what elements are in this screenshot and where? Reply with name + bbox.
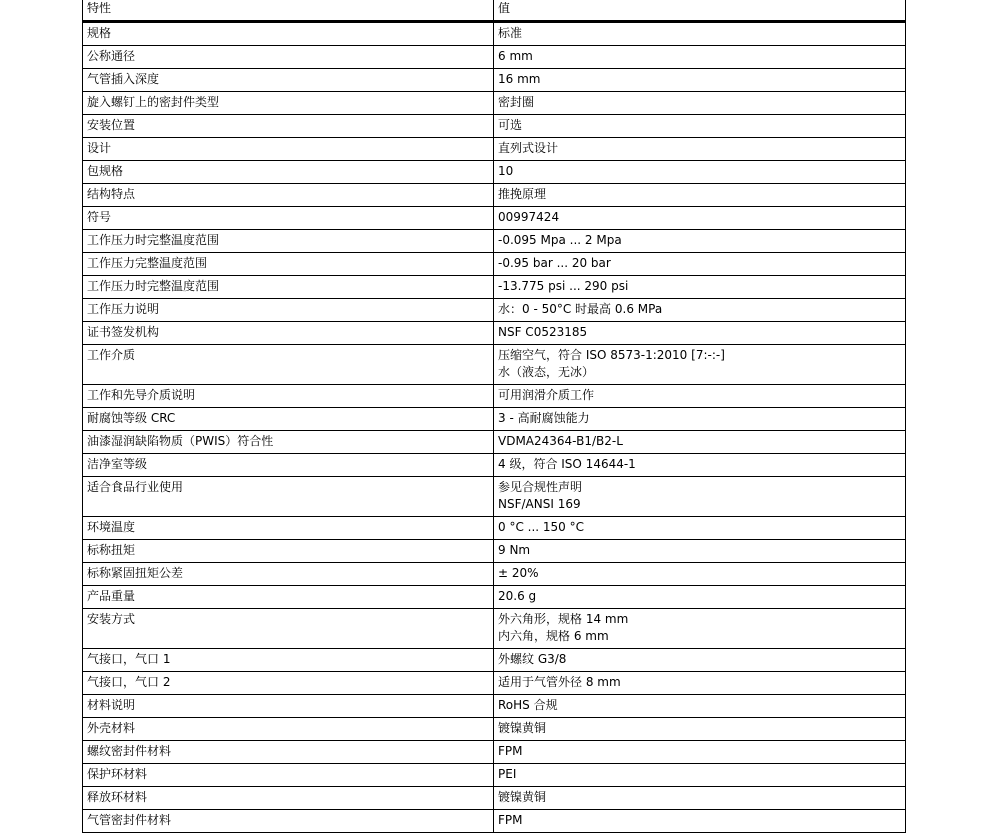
value-cell: [494, 276, 906, 299]
property-cell: 适合食品行业使用: [83, 477, 494, 517]
property-cell: 气接口，气口 2: [83, 672, 494, 695]
value-cell: [494, 299, 906, 322]
property-cell: 油漆湿润缺陷物质（PWIS）符合性: [83, 431, 494, 454]
table-row: [83, 517, 906, 540]
value-line: 参见合规性声明: [498, 480, 583, 494]
value-line: 16 mm: [498, 72, 541, 86]
value-line: 20.6 g: [498, 589, 537, 603]
table-row: [83, 741, 906, 764]
value-cell: [494, 609, 906, 649]
table-row: [83, 563, 906, 586]
value-line: NSF/ANSI 169: [498, 497, 581, 511]
table-row: [83, 385, 906, 408]
value-cell: [494, 161, 906, 184]
table-row: [83, 408, 906, 431]
table-row: [83, 184, 906, 207]
value-line: 水（液态，无冰）: [498, 365, 595, 379]
value-line: 3 - 高耐腐蚀能力: [498, 411, 590, 425]
value-line: 推挽原理: [498, 187, 547, 201]
value-line: FPM: [498, 744, 523, 758]
property-cell: 公称通径: [83, 46, 494, 69]
property-cell: 材料说明: [83, 695, 494, 718]
table-header: [83, 0, 906, 22]
table-row: [83, 718, 906, 741]
value-line: -13.775 psi ... 290 psi: [498, 279, 629, 293]
value-cell: [494, 563, 906, 586]
value-line: 内六角，规格 6 mm: [498, 629, 609, 643]
table-row: [83, 92, 906, 115]
value-cell: [494, 345, 906, 385]
value-line: PEI: [498, 767, 517, 781]
value-line: RoHS 合规: [498, 698, 558, 712]
value-cell: [494, 69, 906, 92]
table-row: [83, 230, 906, 253]
value-cell: [494, 431, 906, 454]
property-cell: 工作压力完整温度范围: [83, 253, 494, 276]
value-line: 10: [498, 164, 514, 178]
property-cell: 标称扭矩: [83, 540, 494, 563]
property-cell: 符号: [83, 207, 494, 230]
header-property: 特性: [83, 0, 494, 22]
table-row: [83, 138, 906, 161]
table-row: [83, 454, 906, 477]
value-cell: [494, 230, 906, 253]
property-cell: 安装位置: [83, 115, 494, 138]
table-row: [83, 477, 906, 517]
property-cell: 产品重量: [83, 586, 494, 609]
table-row: [83, 322, 906, 345]
property-cell: 安装方式: [83, 609, 494, 649]
table-row: [83, 345, 906, 385]
value-line: -0.095 Mpa ... 2 Mpa: [498, 233, 622, 247]
table-row: [83, 609, 906, 649]
header-row: [83, 0, 906, 22]
property-cell: 保护环材料: [83, 764, 494, 787]
value-cell: [494, 517, 906, 540]
value-line: 4 级，符合 ISO 14644-1: [498, 457, 636, 471]
table-row: [83, 787, 906, 810]
value-line: 密封圈: [498, 95, 535, 109]
property-cell: 证书签发机构: [83, 322, 494, 345]
value-cell: [494, 477, 906, 517]
property-cell: 规格: [83, 22, 494, 46]
value-cell: [494, 718, 906, 741]
value-cell: [494, 741, 906, 764]
value-line: 外螺纹 G3/8: [498, 652, 567, 666]
table-row: [83, 649, 906, 672]
value-cell: [494, 253, 906, 276]
property-cell: 包规格: [83, 161, 494, 184]
table-row: [83, 810, 906, 833]
table-row: [83, 276, 906, 299]
value-cell: [494, 46, 906, 69]
table-row: [83, 161, 906, 184]
value-cell: [494, 695, 906, 718]
value-cell: [494, 92, 906, 115]
table-row: [83, 69, 906, 92]
value-line: 9 Nm: [498, 543, 531, 557]
value-line: 压缩空气，符合 ISO 8573-1:2010 [7:-:-]: [498, 348, 725, 362]
value-cell: [494, 22, 906, 46]
value-line: NSF C0523185: [498, 325, 588, 339]
value-line: 00997424: [498, 210, 560, 224]
property-cell: 工作和先导介质说明: [83, 385, 494, 408]
value-cell: [494, 540, 906, 563]
value-cell: [494, 184, 906, 207]
property-cell: 气管插入深度: [83, 69, 494, 92]
property-cell: 耐腐蚀等级 CRC: [83, 408, 494, 431]
value-cell: [494, 649, 906, 672]
property-cell: 释放环材料: [83, 787, 494, 810]
property-cell: 工作压力说明: [83, 299, 494, 322]
value-cell: [494, 764, 906, 787]
header-value: 值: [494, 0, 906, 22]
value-cell: [494, 787, 906, 810]
value-line: 水：0 - 50°C 时最高 0.6 MPa: [498, 302, 663, 316]
value-line: ± 20%: [498, 566, 539, 580]
property-cell: 气管密封件材料: [83, 810, 494, 833]
value-cell: [494, 810, 906, 833]
value-cell: [494, 408, 906, 431]
property-cell: 环境温度: [83, 517, 494, 540]
property-cell: 气接口，气口 1: [83, 649, 494, 672]
property-cell: 工作压力时完整温度范围: [83, 230, 494, 253]
value-line: 适用于气管外径 8 mm: [498, 675, 621, 689]
table-row: [83, 431, 906, 454]
property-cell: 结构特点: [83, 184, 494, 207]
value-cell: [494, 454, 906, 477]
value-line: 镀镍黄铜: [498, 790, 547, 804]
table-body: [83, 22, 906, 833]
table-row: [83, 695, 906, 718]
value-line: 0 °C ... 150 °C: [498, 520, 584, 534]
value-cell: [494, 138, 906, 161]
property-cell: 旋入螺钉上的密封件类型: [83, 92, 494, 115]
value-cell: [494, 586, 906, 609]
value-cell: [494, 385, 906, 408]
table-row: [83, 115, 906, 138]
table-row: [83, 540, 906, 563]
value-line: -0.95 bar ... 20 bar: [498, 256, 611, 270]
value-cell: [494, 207, 906, 230]
spec-table: [82, 0, 906, 833]
table-row: [83, 46, 906, 69]
value-cell: [494, 115, 906, 138]
property-cell: 螺纹密封件材料: [83, 741, 494, 764]
value-line: 直列式设计: [498, 141, 559, 155]
value-line: 标准: [498, 26, 523, 40]
table-row: [83, 586, 906, 609]
value-line: 可选: [498, 118, 523, 132]
value-cell: [494, 672, 906, 695]
table-row: [83, 253, 906, 276]
table-row: [83, 22, 906, 46]
value-line: 镀镍黄铜: [498, 721, 547, 735]
value-cell: [494, 322, 906, 345]
value-line: VDMA24364-B1/B2-L: [498, 434, 623, 448]
value-line: 可用润滑介质工作: [498, 388, 595, 402]
property-cell: 工作压力时完整温度范围: [83, 276, 494, 299]
property-cell: 标称紧固扭矩公差: [83, 563, 494, 586]
table-row: [83, 672, 906, 695]
property-cell: 洁净室等级: [83, 454, 494, 477]
property-cell: 设计: [83, 138, 494, 161]
value-line: 6 mm: [498, 49, 533, 63]
table-row: [83, 207, 906, 230]
table-row: [83, 764, 906, 787]
value-line: 外六角形，规格 14 mm: [498, 612, 629, 626]
value-line: FPM: [498, 813, 523, 827]
property-cell: 工作介质: [83, 345, 494, 385]
table-row: [83, 299, 906, 322]
property-cell: 外壳材料: [83, 718, 494, 741]
